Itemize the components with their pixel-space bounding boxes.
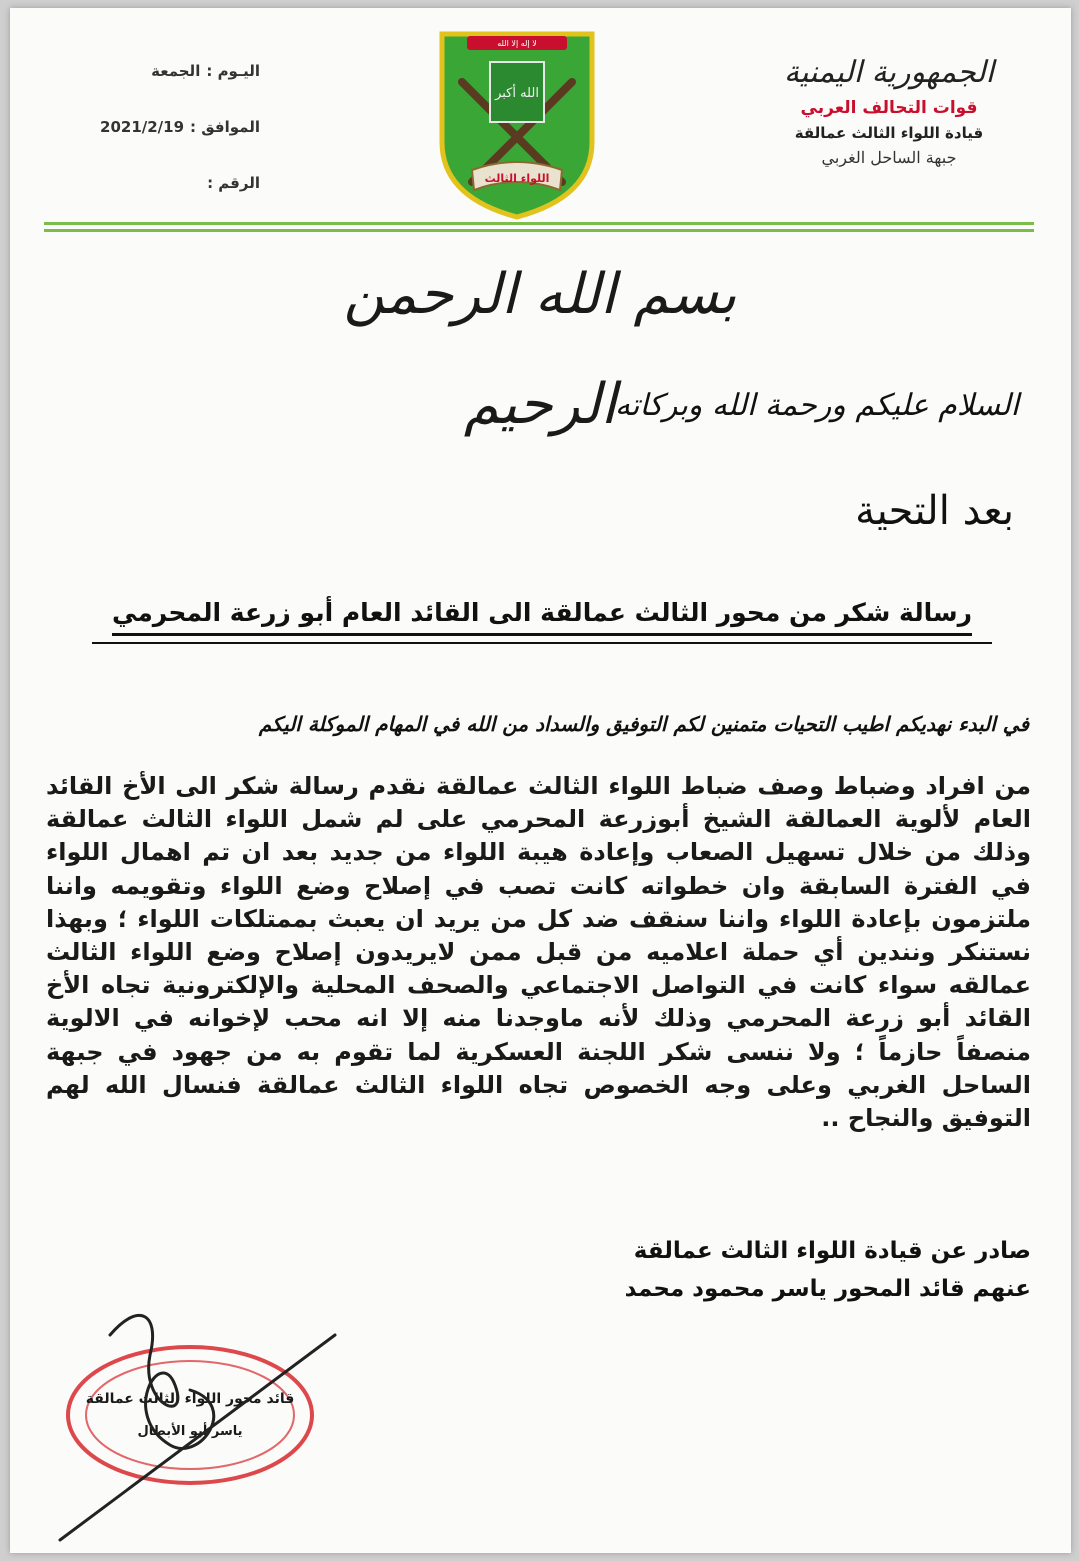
letter-body: من افراد وضباط وصف ضباط اللواء الثالث عمالقة نقدم رسالة شكر الى الأخ القائد العام لألوية العمالقة الشيخ أبوزرعة المحرمي على لم شمل اللواء الثالث عمالقة وذلك من خلال تسهيل الصعاب وإعادة هيبة اللواء من جديد بعد ان تم اهمال اللواء في الفترة السابقة وان خطواته كانت تصب في إصلاح وضع اللواء وتقويمه واننا ملتزمون بإعادة اللواء واننا سنقف ضد كل من يريد ان يعبث بممتلكات اللواء ؛ وبهذا نستنكر ونندين أي حملة اعلاميه من قبل ممن لايريدون إصلاح وضع اللواء الثالث عمالقه سواء كانت في التواصل الاجتماعي والصحف المحلية والإلكترونية تجاه الأخ القائد أبو زرعة المحرمي وذلك لأنه ماوجدنا منه إلا انه محب لإخوانه في الالوية منصفاً حازماً ؛ ولا ننسى شكر اللجنة العسكرية لما تقوم به من جهود في جبهة الساحل الغربي وعلى وجه الخصوص تجاه اللواء الثالث عمالقة فنسال الله لهم التوفيق والنجاح ..: [46, 772, 1031, 1133]
after-greeting: بعد التحية: [855, 488, 1014, 534]
official-stamp: [40, 1295, 350, 1545]
date-label: الموافق :: [190, 118, 260, 136]
header-divider-second: [44, 229, 1034, 232]
letter-subject: [92, 598, 992, 627]
emblem-top-text: لا إله إلا الله: [497, 39, 537, 48]
republic-name: الجمهورية اليمنية: [783, 55, 995, 90]
basmala: بسم الله الرحمن الرحيم: [343, 262, 737, 437]
subject-underline: [92, 642, 992, 644]
brigade-emblem: [432, 22, 602, 222]
front-name: جبهة الساحل الغربي: [821, 148, 957, 167]
number-label: الرقم :: [207, 174, 260, 192]
letterhead-left: [60, 62, 260, 230]
header-divider: [44, 222, 1034, 225]
signature-name: عنهم قائد المحور ياسر محمود محمد: [624, 1276, 1031, 1302]
forces-name: قوات التحالف العربي: [800, 98, 978, 118]
stamp-inner-ring: [86, 1361, 294, 1469]
emblem-center-text: الله أكبر: [495, 86, 539, 101]
day-label: اليـوم :: [206, 62, 260, 80]
date-value: 2021/2/19: [100, 118, 185, 136]
stamp-text-line2: ياسر أبو الأبطال: [137, 1424, 243, 1439]
greeting-line: في البدء نهديكم اطيب التحيات متمنين لكم التوفيق والسداد من الله في المهام الموكلة اليكم: [258, 712, 1029, 736]
letterhead-right: [759, 55, 1019, 167]
signature-issuer: صادر عن قيادة اللواء الثالث عمالقة: [633, 1238, 1031, 1264]
day-value: الجمعة: [151, 62, 201, 80]
command-name: قيادة اللواء الثالث عمالقة: [794, 124, 984, 142]
stamp-text-line1: قائد محور اللواء الثالث عمالقة: [85, 1391, 295, 1407]
signature-block: [431, 1232, 1031, 1308]
subject-text: رسالة شكر من محور الثالث عمالقة الى القائد العام أبو زرعة المحرمي: [112, 598, 972, 636]
date-row: [60, 118, 260, 174]
emblem-banner-text: اللواء الثالث: [484, 172, 550, 185]
day-row: [60, 62, 260, 118]
salutation: السلام عليكم ورحمة الله وبركاته: [615, 388, 1019, 423]
stamp-outer-ring: [68, 1347, 312, 1483]
